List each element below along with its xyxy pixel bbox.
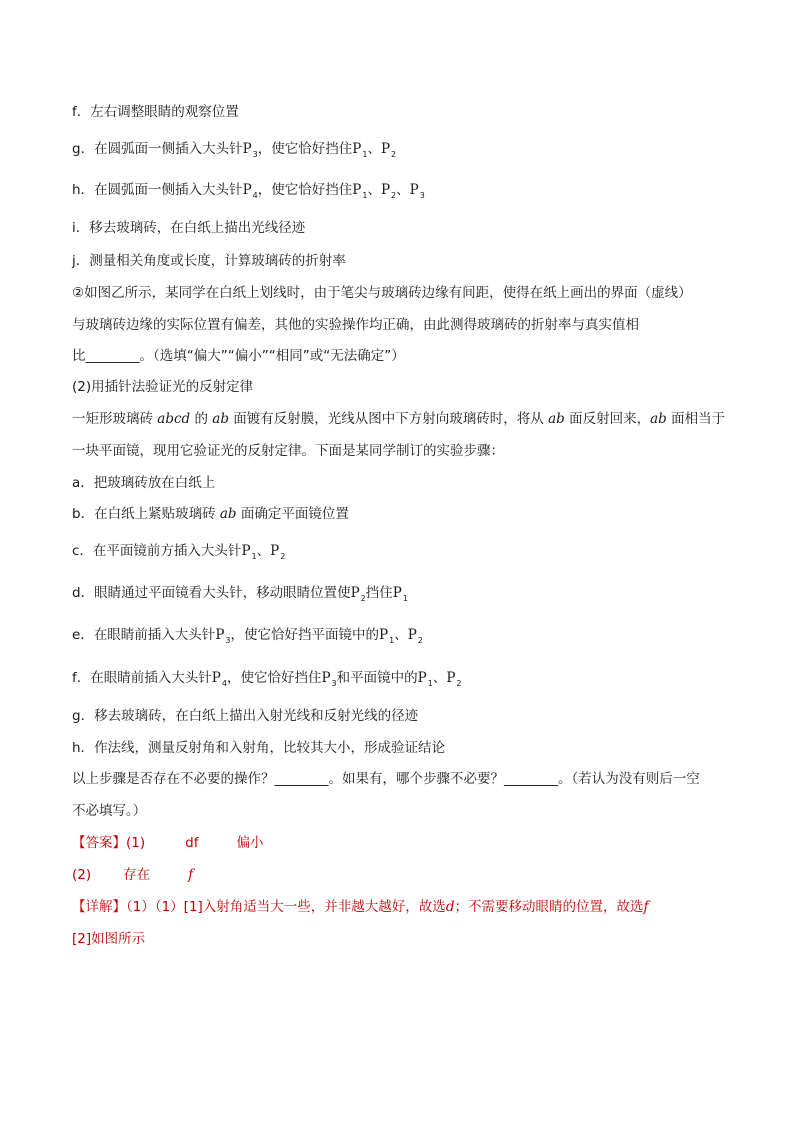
step-prefix: g． bbox=[72, 141, 95, 157]
pin-subscript: 2 bbox=[417, 636, 423, 645]
question-line-2: 不必填写。） bbox=[72, 803, 147, 819]
part-2-paragraph-line-1 bbox=[72, 409, 732, 429]
answer-line-1 bbox=[72, 833, 732, 853]
step-text: 眼睛通过平面镜看大头针，移动眼睛位置使 bbox=[94, 585, 351, 601]
answer-value-f: f bbox=[188, 867, 194, 883]
step-text: ，使它恰好挡住 bbox=[257, 141, 353, 157]
step-i-trace-path bbox=[72, 218, 732, 238]
detail-text: （1）（1）[1]入射角适当大一些，并非越大越好，故选 bbox=[126, 899, 446, 915]
pin-subscript: 1 bbox=[362, 150, 368, 159]
answer-value-exists: 存在 bbox=[123, 867, 151, 883]
pin-label: P bbox=[379, 627, 389, 643]
separator: 、 bbox=[394, 627, 408, 643]
question-line-1: 以上步骤是否存在不必要的操作？________。如果有，哪个步骤不必要？________。（若认为没有则后一空 bbox=[72, 771, 700, 787]
pin-subscript: 3 bbox=[252, 150, 258, 159]
step-prefix: j． bbox=[72, 253, 90, 269]
answer-part-2: (2) bbox=[72, 867, 92, 883]
pin-label: P bbox=[352, 141, 362, 157]
step-h bbox=[72, 738, 732, 758]
pin-subscript: 2 bbox=[360, 594, 366, 603]
pin-label: P bbox=[211, 670, 221, 686]
step-text: ，使它恰好挡住 bbox=[226, 670, 322, 686]
separator: 、 bbox=[367, 141, 381, 157]
pin-label: P bbox=[350, 585, 360, 601]
step-text: ，使它恰好挡住 bbox=[257, 182, 353, 198]
pin-label: P bbox=[241, 543, 251, 559]
step-prefix: c． bbox=[72, 543, 93, 559]
step-d bbox=[72, 583, 732, 609]
text-run: 面相当于 bbox=[666, 411, 726, 427]
step-prefix: i． bbox=[72, 220, 90, 236]
pin-subscript: 4 bbox=[252, 191, 258, 200]
step-prefix: g． bbox=[72, 708, 95, 724]
step-text: 左右调整眼睛的观察位置 bbox=[90, 104, 239, 120]
step-prefix: h． bbox=[72, 740, 95, 756]
separator: 、 bbox=[432, 670, 447, 686]
step-h-insert-p4 bbox=[72, 180, 732, 206]
step-text: 在圆弧面一侧插入大头针 bbox=[94, 182, 243, 198]
detail-line-1 bbox=[72, 897, 732, 917]
step-text: 在圆弧面一侧插入大头针 bbox=[94, 141, 243, 157]
step-g bbox=[72, 706, 732, 726]
detail-choice-f: f bbox=[643, 899, 649, 915]
answer-value-df: df bbox=[185, 835, 199, 851]
pin-label: P bbox=[380, 141, 391, 157]
step-prefix: a． bbox=[72, 475, 94, 491]
step-f bbox=[72, 668, 732, 694]
step-text: 测量相关角度或长度，计算玻璃砖的折射率 bbox=[89, 253, 346, 269]
separator: 、 bbox=[367, 182, 381, 198]
pin-label: P bbox=[242, 182, 252, 198]
pin-label: P bbox=[242, 141, 252, 157]
italic-term: ab bbox=[650, 411, 667, 427]
step-text: 把玻璃砖放在白纸上 bbox=[93, 475, 216, 491]
step-e bbox=[72, 625, 732, 651]
text-run: 面镀有反射膜，光线从图中下方射向玻璃砖时，将从 bbox=[229, 411, 549, 427]
pin-subscript: 3 bbox=[331, 679, 337, 688]
pin-label: P bbox=[392, 585, 402, 601]
detail-text: ；不需要移动眼睛的位置，故选 bbox=[454, 899, 644, 915]
answer-label: 【答案】 bbox=[72, 835, 126, 851]
detail-choice-d: d bbox=[445, 899, 455, 915]
pin-label: P bbox=[215, 627, 225, 643]
detail-label: 【详解】 bbox=[72, 899, 126, 915]
question-2-line-1: ②如图乙所示，某同学在白纸上划线时，由于笔尖与玻璃砖边缘有间距，使得在纸上画出的界面（虚线） bbox=[72, 285, 692, 301]
question-2-line-2: 与玻璃砖边缘的实际位置有偏差，其他的实验操作均正确，由此测得玻璃砖的折射率与真实值相 bbox=[72, 317, 639, 333]
step-text: 移去玻璃砖，在白纸上描出光线径迹 bbox=[89, 220, 306, 236]
step-prefix: b． bbox=[72, 506, 95, 522]
answer-value-smaller: 偏小 bbox=[236, 835, 264, 851]
pin-subscript: 3 bbox=[225, 636, 231, 645]
step-prefix: h． bbox=[72, 182, 95, 198]
step-text: 和平面镜中的 bbox=[336, 670, 418, 686]
step-a bbox=[72, 473, 732, 493]
step-f-eye-position bbox=[72, 102, 732, 122]
step-text: 作法线，测量反射角和入射角，比较其大小，形成验证结论 bbox=[94, 740, 446, 756]
answer-line-2 bbox=[72, 865, 732, 885]
step-text: 在眼睛前插入大头针 bbox=[93, 627, 216, 643]
detail-line-2: [2]如图所示 bbox=[72, 931, 146, 947]
step-text: 在眼睛前插入大头针 bbox=[90, 670, 212, 686]
pin-subscript: 2 bbox=[391, 150, 397, 159]
pin-subscript: 1 bbox=[427, 679, 433, 688]
italic-term: ab bbox=[548, 411, 565, 427]
text-run: 的 bbox=[190, 411, 213, 427]
step-text: 挡住 bbox=[365, 585, 393, 601]
pin-subscript: 2 bbox=[456, 679, 462, 688]
part-2-paragraph-line-2: 一块平面镜，现用它验证光的反射定律。下面是某同学制订的实验步骤： bbox=[72, 443, 504, 459]
question-2-line-3: 比________。（选填“偏大”“偏小”“相同”或“无法确定”） bbox=[72, 348, 405, 364]
pin-subscript: 2 bbox=[280, 552, 286, 561]
step-text: 在白纸上紧贴玻璃砖 bbox=[94, 506, 220, 522]
step-text: 面确定平面镜位置 bbox=[236, 506, 349, 522]
pin-label: P bbox=[352, 182, 362, 198]
text-run: 一矩形玻璃砖 bbox=[72, 411, 158, 427]
step-text: 移去玻璃砖，在白纸上描出入射光线和反射光线的径迹 bbox=[94, 708, 419, 724]
pin-label: P bbox=[409, 182, 419, 198]
step-prefix: e． bbox=[72, 627, 94, 643]
separator: 、 bbox=[396, 182, 410, 198]
pin-label: P bbox=[270, 543, 280, 559]
pin-label: P bbox=[407, 627, 417, 643]
answer-part-1: (1) bbox=[126, 835, 146, 851]
step-g-insert-p3 bbox=[72, 139, 732, 165]
step-prefix: f． bbox=[72, 104, 91, 120]
step-c bbox=[72, 541, 732, 567]
italic-term: ab bbox=[212, 411, 229, 427]
step-prefix: d． bbox=[72, 585, 95, 601]
pin-label: P bbox=[417, 670, 427, 686]
pin-subscript: 1 bbox=[362, 191, 368, 200]
pin-subscript: 1 bbox=[251, 552, 257, 561]
pin-label: P bbox=[446, 670, 456, 686]
pin-label: P bbox=[380, 182, 391, 198]
text-run: 面反射回来， bbox=[564, 411, 651, 427]
step-text: ，使它恰好挡平面镜中的 bbox=[230, 627, 379, 643]
part-2-title: (2)用插针法验证光的反射定律 bbox=[72, 379, 254, 395]
italic-term: abcd bbox=[157, 411, 191, 427]
italic-term: ab bbox=[219, 506, 237, 522]
pin-label: P bbox=[321, 670, 331, 686]
pin-subscript: 4 bbox=[221, 679, 227, 688]
step-b bbox=[72, 504, 732, 524]
pin-subscript: 2 bbox=[391, 191, 397, 200]
separator: 、 bbox=[256, 543, 271, 559]
pin-subscript: 1 bbox=[389, 636, 395, 645]
step-text: 在平面镜前方插入大头针 bbox=[92, 543, 242, 559]
pin-subscript: 3 bbox=[419, 191, 425, 200]
step-j-measure bbox=[72, 251, 732, 271]
pin-subscript: 1 bbox=[402, 594, 408, 603]
step-prefix: f． bbox=[72, 670, 91, 686]
